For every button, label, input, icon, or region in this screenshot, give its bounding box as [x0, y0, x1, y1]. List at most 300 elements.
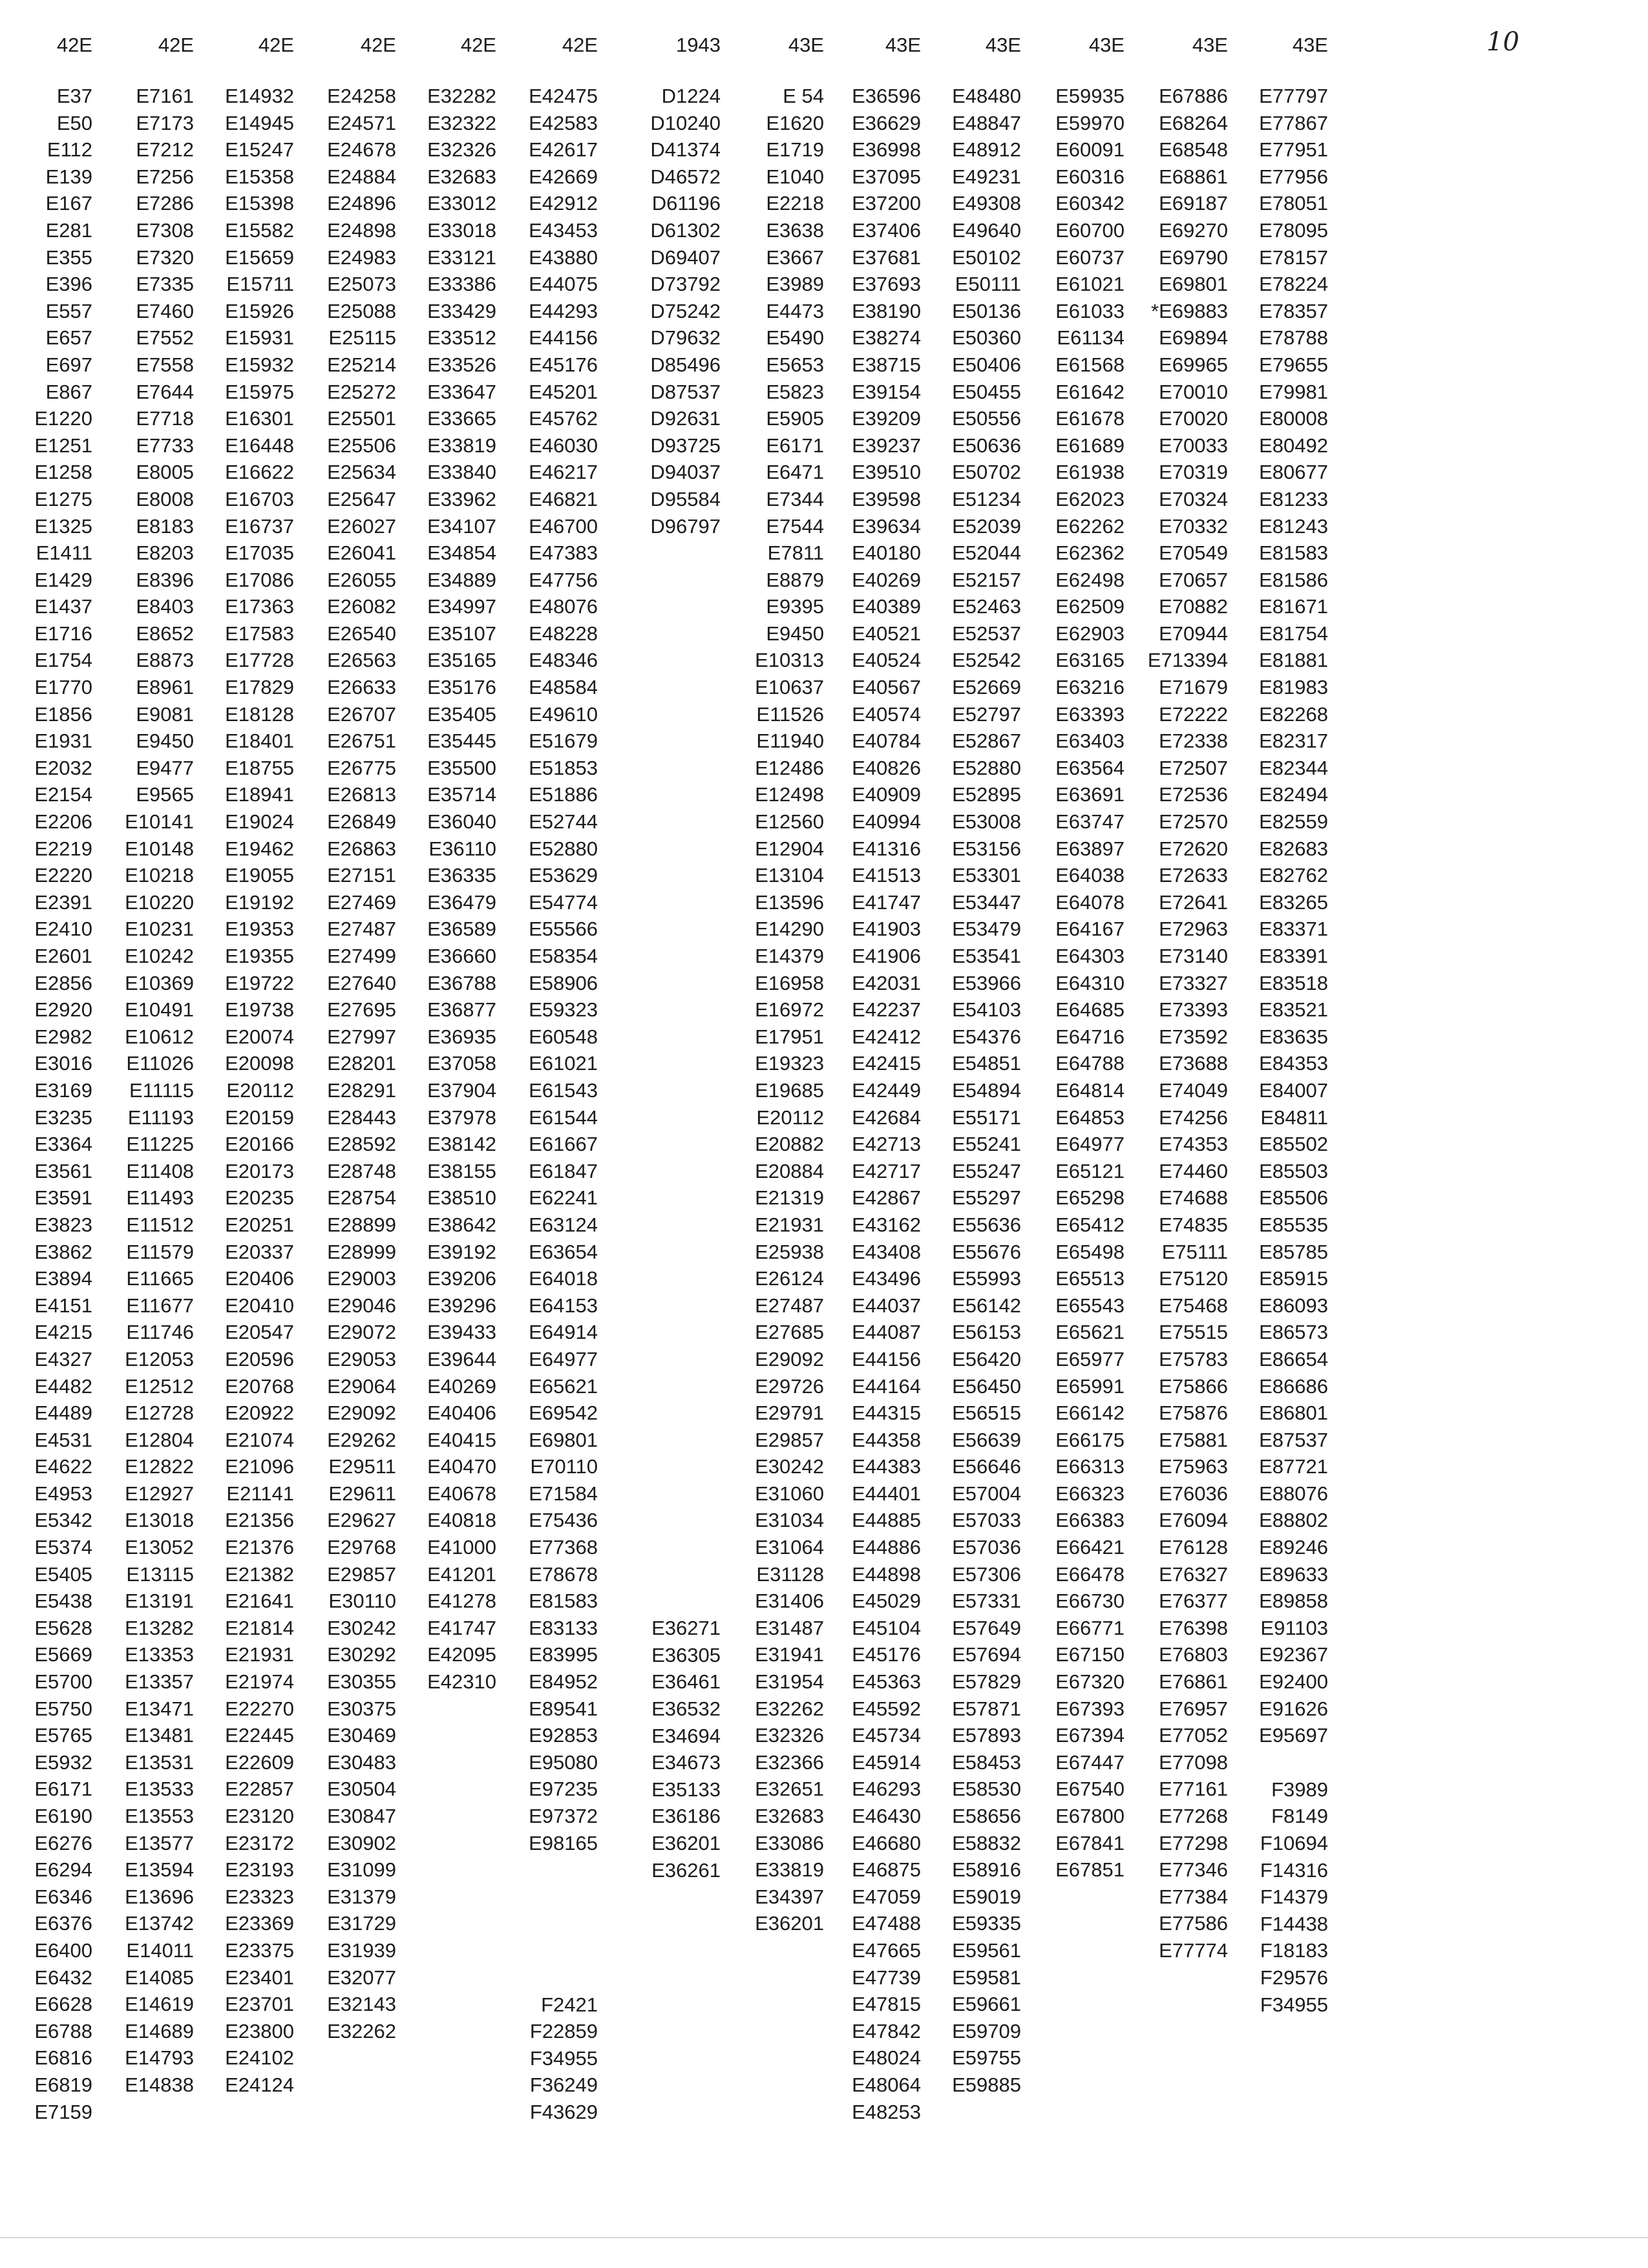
list-item: E33647 — [427, 380, 496, 403]
list-item: E59335 — [952, 1912, 1021, 1935]
list-item: E45176 — [529, 353, 598, 376]
list-item: E23120 — [225, 1805, 294, 1827]
list-item: E65121 — [1055, 1159, 1125, 1182]
list-item: E6346 — [34, 1885, 92, 1908]
list-item: E17035 — [225, 541, 294, 565]
list-item: E81586 — [1259, 568, 1328, 591]
list-item: E 54 — [783, 85, 824, 107]
list-item: E51853 — [529, 756, 598, 779]
column-header: 42E — [258, 34, 294, 56]
list-item: E45104 — [852, 1616, 921, 1639]
list-item: E61847 — [529, 1159, 598, 1182]
list-item: E92367 — [1259, 1643, 1328, 1666]
list-item: E52880 — [529, 837, 598, 860]
list-item: E58832 — [952, 1831, 1021, 1854]
list-item: E44037 — [852, 1294, 921, 1317]
list-item: E69270 — [1159, 218, 1228, 242]
list-item: E1040 — [766, 165, 824, 188]
list-item: E3862 — [34, 1240, 92, 1263]
list-item: E47739 — [852, 1966, 921, 1989]
list-item: E7733 — [136, 434, 194, 457]
list-item: E33665 — [427, 407, 496, 430]
list-item: E44156 — [852, 1347, 921, 1370]
list-item: E50455 — [952, 380, 1021, 403]
list-item: E37978 — [427, 1106, 496, 1129]
list-item: E86573 — [1259, 1321, 1328, 1344]
list-item: E20768 — [225, 1374, 294, 1398]
list-item: E52895 — [952, 783, 1021, 806]
number-list-secondary — [1218, 1776, 1328, 2018]
list-item: E63747 — [1055, 810, 1125, 834]
list-item: E15659 — [225, 246, 294, 269]
list-item: E87721 — [1259, 1455, 1328, 1478]
list-item: E20112 — [756, 1106, 824, 1129]
column-header: 43E — [985, 34, 1021, 56]
list-item: E60091 — [1055, 138, 1125, 162]
list-item: E36479 — [427, 890, 496, 914]
list-item: D96797 — [650, 514, 721, 538]
list-item: E14379 — [755, 945, 824, 967]
list-item: E61543 — [529, 1078, 598, 1102]
list-item: D10240 — [650, 111, 721, 134]
list-item: D92631 — [650, 407, 721, 430]
list-item: E50102 — [952, 246, 1021, 269]
list-item: E66771 — [1055, 1616, 1125, 1639]
list-item: E97372 — [529, 1805, 598, 1827]
list-item: F43629 — [529, 2100, 598, 2123]
list-item: E62509 — [1055, 595, 1125, 618]
list-item: E10612 — [125, 1025, 194, 1048]
list-item: E55566 — [529, 918, 598, 941]
list-item: E1325 — [34, 514, 92, 538]
list-item: E73688 — [1159, 1052, 1228, 1075]
list-item: E3591 — [34, 1186, 92, 1210]
list-item: E11746 — [126, 1321, 194, 1344]
list-item: E29768 — [327, 1536, 396, 1559]
list-item: E36596 — [852, 85, 921, 107]
list-item: E21382 — [225, 1562, 294, 1586]
list-item: E3823 — [34, 1213, 92, 1236]
list-item: E26027 — [327, 514, 396, 538]
list-item: E33121 — [427, 246, 496, 269]
list-item: E26055 — [327, 568, 396, 591]
list-item: E78678 — [529, 1562, 598, 1586]
list-item: E41278 — [427, 1590, 496, 1613]
list-item: E6819 — [34, 2073, 92, 2096]
list-item: E10220 — [125, 890, 194, 914]
list-item: E33840 — [427, 461, 496, 484]
list-item: E63564 — [1055, 756, 1125, 779]
list-item: E61134 — [1057, 326, 1125, 350]
list-item: E62903 — [1055, 622, 1125, 645]
list-item: E62262 — [1055, 514, 1125, 538]
list-item: E82268 — [1259, 702, 1328, 726]
list-item: E20159 — [225, 1106, 294, 1129]
list-item: E40406 — [427, 1402, 496, 1425]
list-item: E77268 — [1159, 1805, 1228, 1827]
list-item: E8873 — [136, 649, 194, 672]
list-item: E31406 — [755, 1590, 824, 1613]
list-item: E40784 — [852, 730, 921, 753]
list-item: E36629 — [852, 111, 921, 134]
list-item: E10491 — [125, 998, 194, 1022]
list-item: E29046 — [327, 1294, 396, 1317]
list-item: E50556 — [952, 407, 1021, 430]
list-item: E4531 — [34, 1428, 92, 1451]
list-item: E57306 — [952, 1562, 1021, 1586]
list-item: E56142 — [952, 1294, 1021, 1317]
list-item: E39510 — [852, 461, 921, 484]
list-item: E6376 — [34, 1912, 92, 1935]
list-item: E65621 — [1055, 1321, 1125, 1344]
list-item: E41903 — [852, 918, 921, 941]
list-item: E40269 — [852, 568, 921, 591]
list-item: E26540 — [327, 622, 396, 645]
list-item: E57829 — [952, 1670, 1021, 1694]
list-item: E14793 — [125, 2046, 194, 2070]
number-list — [1015, 83, 1125, 1884]
list-item: E36201 — [651, 1831, 721, 1854]
list-item: E9081 — [136, 702, 194, 726]
list-item: E5823 — [766, 380, 824, 403]
list-item: E9565 — [136, 783, 194, 806]
list-item: E72641 — [1159, 890, 1228, 914]
list-item: E41747 — [427, 1616, 496, 1639]
list-item: E29053 — [327, 1347, 396, 1370]
list-item: E97235 — [529, 1778, 598, 1801]
list-item: E52867 — [952, 730, 1021, 753]
list-item: E57893 — [952, 1724, 1021, 1747]
list-item: E42912 — [529, 192, 598, 215]
list-item: E19722 — [225, 971, 294, 994]
list-item: E81233 — [1259, 487, 1328, 510]
list-item: E20882 — [755, 1133, 824, 1156]
list-item: E53156 — [952, 837, 1021, 860]
list-item: E77586 — [1159, 1912, 1228, 1935]
number-list — [184, 83, 294, 2099]
list-item: E21931 — [225, 1643, 294, 1666]
list-item: E26863 — [327, 837, 396, 860]
list-item: E36998 — [852, 138, 921, 162]
list-item: E42583 — [529, 111, 598, 134]
list-item: E38510 — [427, 1186, 496, 1210]
list-item: E75876 — [1159, 1402, 1228, 1425]
list-item: E35500 — [427, 756, 496, 779]
list-item: E53479 — [952, 918, 1021, 941]
list-item: E84952 — [529, 1670, 598, 1694]
list-item: E51234 — [952, 487, 1021, 510]
list-item: E42684 — [852, 1106, 921, 1129]
list-item: E2206 — [34, 810, 92, 834]
list-item: E21641 — [225, 1590, 294, 1613]
list-item: E18941 — [225, 783, 294, 806]
list-item: E38274 — [852, 326, 921, 350]
list-item: E76803 — [1159, 1643, 1228, 1666]
list-item: E44358 — [852, 1428, 921, 1451]
list-item: D85496 — [650, 353, 721, 376]
list-item: E83391 — [1259, 945, 1328, 967]
list-item: E24124 — [225, 2073, 294, 2096]
list-item: E82683 — [1259, 837, 1328, 860]
list-item: E24258 — [327, 85, 396, 107]
list-item: E29262 — [327, 1428, 396, 1451]
list-item: E26813 — [327, 783, 396, 806]
list-item: E67393 — [1055, 1697, 1125, 1720]
list-item: E14945 — [225, 111, 294, 134]
list-item: E20337 — [225, 1240, 294, 1263]
list-item: E6171 — [34, 1778, 92, 1801]
list-item: E63897 — [1055, 837, 1125, 860]
list-item: E72633 — [1159, 864, 1228, 887]
list-item: E61689 — [1055, 434, 1125, 457]
list-item: E18755 — [225, 756, 294, 779]
list-item: E52039 — [952, 514, 1021, 538]
list-item: E21319 — [755, 1186, 824, 1210]
list-item: E70010 — [1159, 380, 1228, 403]
list-item: E18128 — [225, 702, 294, 726]
list-item: E19192 — [225, 890, 294, 914]
list-item: F14379 — [1260, 1885, 1328, 1909]
list-item: E29611 — [328, 1482, 396, 1505]
list-item: E11579 — [126, 1240, 194, 1263]
list-item: E23701 — [225, 1993, 294, 2016]
list-item: E9450 — [766, 622, 824, 645]
list-item: E75963 — [1159, 1455, 1228, 1478]
number-list-secondary — [488, 1991, 598, 2126]
list-item: E81754 — [1259, 622, 1328, 645]
list-item: E71679 — [1159, 676, 1228, 699]
list-item: E1251 — [34, 434, 92, 457]
number-list — [286, 83, 396, 2044]
list-item: E14011 — [126, 1938, 194, 1962]
list-item: E36040 — [427, 810, 496, 834]
list-item: E59885 — [952, 2073, 1021, 2096]
column-header: 42E — [562, 34, 598, 56]
list-item: E3364 — [34, 1133, 92, 1156]
list-item: E64303 — [1055, 945, 1125, 967]
list-item: E28291 — [327, 1078, 396, 1102]
column-header: 42E — [360, 34, 396, 56]
list-item: E55241 — [952, 1133, 1021, 1156]
list-item: E82494 — [1259, 783, 1328, 806]
list-item: E70549 — [1159, 541, 1228, 565]
number-list — [611, 83, 721, 540]
list-item: E1220 — [34, 407, 92, 430]
list-item: E39433 — [427, 1321, 496, 1344]
list-item: E697 — [45, 353, 92, 376]
list-item: E39206 — [427, 1267, 496, 1290]
list-item: E3638 — [766, 218, 824, 242]
list-item: E60737 — [1055, 246, 1125, 269]
list-item: E75111 — [1161, 1240, 1228, 1263]
list-item: E60700 — [1055, 218, 1125, 242]
list-item: E29627 — [327, 1509, 396, 1532]
list-item: E41000 — [427, 1536, 496, 1559]
list-item: E23375 — [225, 1938, 294, 1962]
list-item: *E69883 — [1151, 299, 1228, 322]
list-item: E78357 — [1259, 299, 1328, 322]
list-item: E83371 — [1259, 918, 1328, 941]
list-item: E3169 — [34, 1078, 92, 1102]
list-item: E92853 — [529, 1724, 598, 1747]
list-item: E31729 — [327, 1912, 396, 1935]
list-item: E70033 — [1159, 434, 1228, 457]
list-item: E13596 — [755, 890, 824, 914]
list-item: E43453 — [529, 218, 598, 242]
list-item: E34997 — [427, 595, 496, 618]
list-item: F29576 — [1260, 1966, 1328, 1989]
list-item: E83995 — [529, 1643, 598, 1666]
list-item: E80492 — [1259, 434, 1328, 457]
list-item: E50406 — [952, 353, 1021, 376]
list-item: E26124 — [755, 1267, 824, 1290]
list-item: E21074 — [225, 1428, 294, 1451]
number-list — [714, 83, 824, 1937]
list-item: E30292 — [327, 1643, 396, 1666]
list-item: E28201 — [327, 1052, 396, 1075]
list-item: E67320 — [1055, 1670, 1125, 1694]
list-item: E42669 — [529, 165, 598, 188]
list-item: E63165 — [1055, 649, 1125, 672]
list-item: E42617 — [529, 138, 598, 162]
list-item: E38155 — [427, 1159, 496, 1182]
list-item: E13191 — [125, 1590, 194, 1613]
list-item: E15247 — [225, 138, 294, 162]
list-item: E32282 — [427, 85, 496, 107]
list-item: E28592 — [327, 1133, 396, 1156]
list-item: E19353 — [225, 918, 294, 941]
list-item: E86801 — [1259, 1402, 1328, 1425]
list-item: E5438 — [34, 1590, 92, 1613]
list-item: E19323 — [755, 1052, 824, 1075]
list-item: E42475 — [529, 85, 598, 107]
list-item: E4327 — [34, 1347, 92, 1370]
list-item: E67447 — [1055, 1750, 1125, 1774]
list-item: E16448 — [225, 434, 294, 457]
list-item: E20884 — [755, 1159, 824, 1182]
list-item: E25501 — [327, 407, 396, 430]
list-item: E76036 — [1159, 1482, 1228, 1505]
list-item: E40470 — [427, 1455, 496, 1478]
column-header: 43E — [788, 34, 824, 56]
list-item: E39209 — [852, 407, 921, 430]
list-item: E11665 — [126, 1267, 194, 1290]
list-item: E5750 — [34, 1697, 92, 1720]
list-item: E48228 — [529, 622, 598, 645]
list-item: E19355 — [225, 945, 294, 967]
list-item: E59661 — [952, 1993, 1021, 2016]
list-item: E73393 — [1159, 998, 1228, 1022]
list-item: E7544 — [766, 514, 824, 538]
list-item: E12560 — [755, 810, 824, 834]
number-list — [811, 83, 921, 2125]
list-item: E36935 — [427, 1025, 496, 1048]
list-item: E85785 — [1259, 1240, 1328, 1263]
list-item: E64788 — [1055, 1052, 1125, 1075]
list-item: E74688 — [1159, 1186, 1228, 1210]
list-item: E7161 — [136, 85, 194, 107]
list-item: E7558 — [136, 353, 194, 376]
list-item: E5490 — [766, 326, 824, 350]
list-item: E65991 — [1055, 1374, 1125, 1398]
list-item: E52744 — [529, 810, 598, 834]
list-item: E47815 — [852, 1993, 921, 2016]
list-item: E24983 — [327, 246, 396, 269]
list-item: E77298 — [1159, 1831, 1228, 1854]
list-item: E13282 — [125, 1616, 194, 1639]
list-item: E34694 — [651, 1724, 721, 1747]
list-item: E20166 — [225, 1133, 294, 1156]
list-item: E40574 — [852, 702, 921, 726]
list-item: F18183 — [1260, 1939, 1328, 1962]
list-item: E24896 — [327, 192, 396, 215]
list-item: E42237 — [852, 998, 921, 1022]
bottom-edge-line — [0, 2237, 1648, 2238]
list-item: E52880 — [952, 756, 1021, 779]
list-item: E43408 — [852, 1240, 921, 1263]
list-item: E1931 — [34, 730, 92, 753]
list-item: E84353 — [1259, 1052, 1328, 1075]
list-item: E29857 — [755, 1428, 824, 1451]
list-item: E28899 — [327, 1213, 396, 1236]
list-item: E72620 — [1159, 837, 1228, 860]
list-item: E33012 — [427, 192, 496, 215]
list-item: E11526 — [756, 702, 824, 726]
list-item: E28999 — [327, 1240, 396, 1263]
list-item: E1770 — [34, 676, 92, 699]
list-item: E2601 — [34, 945, 92, 967]
list-item: E47383 — [529, 541, 598, 565]
list-item: E7286 — [136, 192, 194, 215]
list-item: E46821 — [529, 487, 598, 510]
list-item: E5669 — [34, 1643, 92, 1666]
list-item: E77774 — [1159, 1938, 1228, 1962]
list-item: E13696 — [125, 1885, 194, 1908]
list-item: E80677 — [1259, 461, 1328, 484]
list-item: E23369 — [225, 1912, 294, 1935]
list-item: E26707 — [327, 702, 396, 726]
column-header: 1943 — [676, 34, 721, 56]
list-item: E32143 — [327, 1993, 396, 2016]
list-item: E25647 — [327, 487, 396, 510]
list-item: E33526 — [427, 353, 496, 376]
list-item: E38190 — [852, 299, 921, 322]
list-item: E46680 — [852, 1831, 921, 1854]
list-item: E12498 — [755, 783, 824, 806]
list-item: E74835 — [1159, 1213, 1228, 1236]
list-item: E40269 — [427, 1374, 496, 1398]
list-item: E31128 — [756, 1562, 824, 1586]
list-item: E281 — [45, 218, 92, 242]
list-item: E13353 — [125, 1643, 194, 1666]
list-item: E72536 — [1159, 783, 1228, 806]
list-item: E58906 — [529, 971, 598, 994]
list-item: E31379 — [327, 1885, 396, 1908]
list-item: E13115 — [126, 1562, 194, 1586]
list-item: E10141 — [125, 810, 194, 834]
list-item: E44075 — [529, 273, 598, 296]
list-item: E76377 — [1159, 1590, 1228, 1613]
list-item: E12822 — [125, 1455, 194, 1478]
list-item: E50 — [56, 111, 92, 134]
list-item: E52044 — [952, 541, 1021, 565]
list-item: E3016 — [34, 1052, 92, 1075]
list-item: E30504 — [327, 1778, 396, 1801]
list-item: E52463 — [952, 595, 1021, 618]
list-item: E53541 — [952, 945, 1021, 967]
list-item: E81671 — [1259, 595, 1328, 618]
list-item: E24898 — [327, 218, 396, 242]
